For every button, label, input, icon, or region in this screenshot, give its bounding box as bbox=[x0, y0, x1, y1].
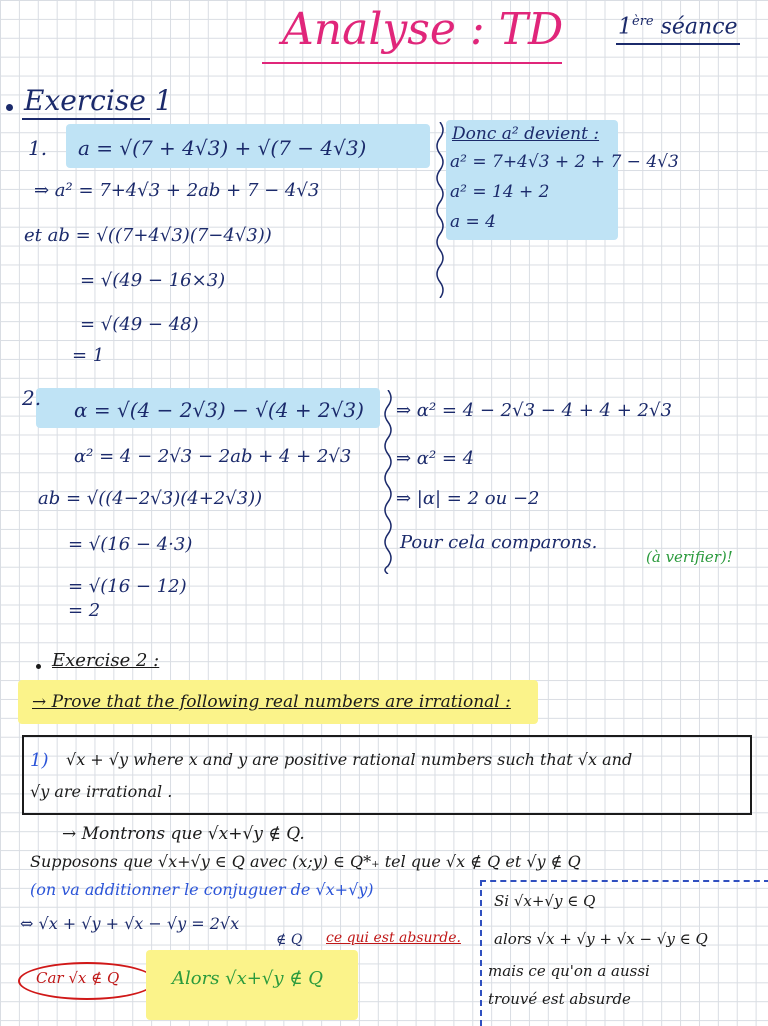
p2-line6: = 2 bbox=[68, 600, 101, 621]
p1-side3: a = 4 bbox=[450, 212, 497, 232]
proof-line1: → Montrons que √x+√y ∉ Q. bbox=[62, 824, 305, 844]
p2-side1: ⇒ α² = 4 − 2√3 − 4 + 4 + 2√3 bbox=[396, 400, 672, 421]
session-word: séance bbox=[660, 14, 738, 40]
exercise1-underline bbox=[22, 118, 150, 120]
item1-text2: √y are irrational . bbox=[30, 782, 173, 801]
proof-line3: (on va additionner le conjuguer de √x+√y) bbox=[30, 880, 374, 899]
side-box-line3: mais ce qu'on a aussi bbox=[488, 962, 650, 980]
proof-line4-notin: ∉ Q bbox=[276, 932, 303, 948]
item1-number: 1) bbox=[30, 750, 49, 771]
session-superscript: ère bbox=[632, 14, 654, 29]
p1-side-head: Donc a² devient : bbox=[452, 124, 600, 144]
p2-side4: Pour cela comparons. bbox=[400, 532, 598, 553]
p1-line1: a = √(7 + 4√3) + √(7 − 4√3) bbox=[78, 136, 367, 160]
exercise2-heading: Exercise 2 : bbox=[52, 650, 160, 671]
side-box-line4: trouvé est absurde bbox=[488, 990, 631, 1008]
p2-line1: α = √(4 − 2√3) − √(4 + 2√3) bbox=[74, 398, 364, 422]
conclusion-text: Alors √x+√y ∉ Q bbox=[172, 968, 324, 989]
p2-line4: = √(16 − 4·3) bbox=[68, 534, 193, 555]
p2-line5: = √(16 − 12) bbox=[68, 576, 187, 597]
exercise1-heading: Exercise 1 bbox=[24, 84, 173, 117]
circled-note-text: Car √x ∉ Q bbox=[36, 969, 120, 987]
p2-line3: ab = √((4−2√3)(4+2√3)) bbox=[38, 488, 263, 509]
p1-number: 1. bbox=[28, 136, 48, 160]
p1-line6: = 1 bbox=[72, 345, 105, 366]
page-title: Analyse : TD bbox=[282, 4, 564, 55]
p2-side3: ⇒ |α| = 2 ou −2 bbox=[396, 488, 540, 509]
item1-text: √x + √y where x and y are positive rational numbers such that √x and bbox=[66, 750, 633, 769]
item1-box bbox=[22, 735, 752, 815]
proof-line2: Supposons que √x+√y ∈ Q avec (x;y) ∈ Q*₊ tel que √x ∉ Q et √y ∉ Q bbox=[30, 852, 581, 871]
exercise2-prompt: → Prove that the following real numbers are irrational : bbox=[32, 692, 511, 712]
session-label bbox=[618, 14, 738, 39]
wavy-separator-1 bbox=[434, 122, 446, 298]
bullet-dot bbox=[6, 104, 13, 111]
p1-line4: = √(49 − 16×3) bbox=[80, 270, 226, 291]
proof-line4-absurd: ce qui est absurde. bbox=[326, 930, 461, 946]
bullet-dot-2 bbox=[36, 664, 41, 669]
p1-line3: et ab = √((7+4√3)(7−4√3)) bbox=[24, 225, 272, 246]
session-underline bbox=[616, 43, 740, 45]
p2-number: 2. bbox=[22, 386, 42, 410]
proof-line4: ⇔ √x + √y + √x − √y = 2√x bbox=[20, 914, 240, 933]
p1-side1: a² = 7+4√3 + 2 + 7 − 4√3 bbox=[450, 152, 679, 172]
p2-side2: ⇒ α² = 4 bbox=[396, 448, 475, 469]
p1-line5: = √(49 − 48) bbox=[80, 314, 199, 335]
session-number: 1 bbox=[618, 14, 632, 40]
p2-side-note: (à verifier)! bbox=[646, 548, 733, 566]
title-underline bbox=[262, 62, 562, 64]
p2-line2: α² = 4 − 2√3 − 2ab + 4 + 2√3 bbox=[74, 446, 352, 467]
p1-line2: ⇒ a² = 7+4√3 + 2ab + 7 − 4√3 bbox=[34, 180, 320, 201]
p1-side2: a² = 14 + 2 bbox=[450, 182, 550, 202]
wavy-separator-2 bbox=[382, 390, 394, 574]
side-box-line2: alors √x + √y + √x − √y ∈ Q bbox=[494, 930, 708, 948]
side-box-line1: Si √x+√y ∈ Q bbox=[494, 892, 596, 910]
